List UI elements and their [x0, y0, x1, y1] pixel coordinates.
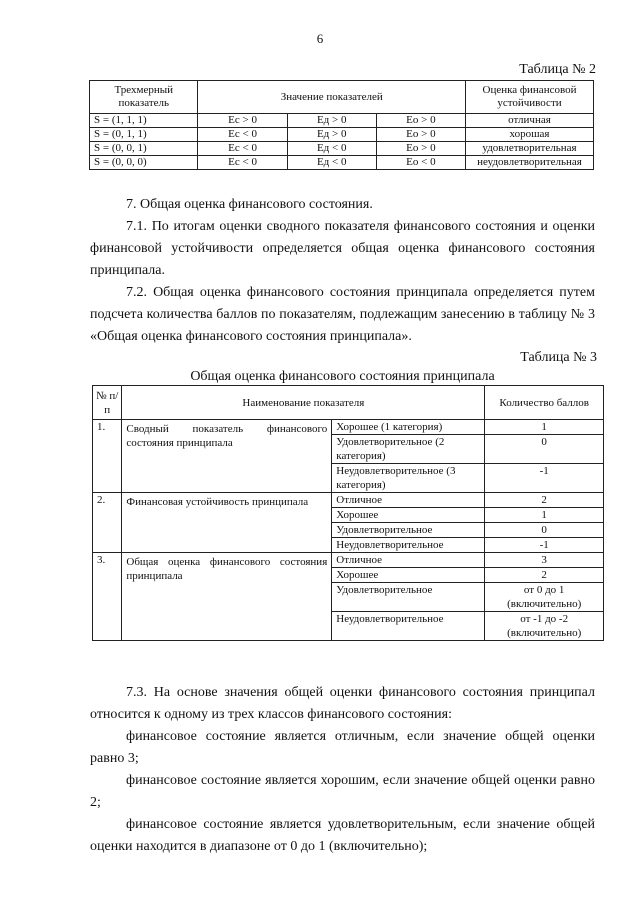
score: 0 — [485, 435, 604, 464]
table2-header-indicator: Трехмерный показатель — [90, 81, 198, 114]
category: Неудовлетворительное — [332, 612, 485, 641]
table3-caption: Таблица № 3 — [520, 350, 597, 365]
score: 0 — [485, 523, 604, 538]
score: 2 — [485, 568, 604, 583]
table2-caption: Таблица № 2 — [519, 62, 596, 77]
indicator-name: Сводный показатель финансового состояния принципала — [122, 420, 332, 493]
category: Хорошее — [332, 568, 485, 583]
paragraph-7-3: 7.3. На основе значения общей оценки финансового состояния принципал относится к одному из трех классов финансового состояния: — [90, 685, 595, 722]
category: Неудовлетворительное — [332, 538, 485, 553]
paragraph-7-2: 7.2. Общая оценка финансового состояния принципала определяется путем подсчета количества баллов по показателям, подлежащим занесению в таблицу № 3 «Общая оценка финансового состояния принципала». — [90, 285, 595, 344]
category: Хорошее — [332, 508, 485, 523]
score: 1 — [485, 420, 604, 435]
item-good: финансовое состояние является хорошим, если значение общей оценки равно 2; — [90, 773, 595, 810]
paragraph-7-1: 7.1. По итогам оценки сводного показателя финансового состояния и оценки финансовой устойчивости определяется общая оценка финансового состояния принципала. — [90, 219, 595, 278]
table-cell: S = (0, 0, 1) — [90, 142, 198, 156]
table3-title: Общая оценка финансового состояния принципала — [190, 369, 495, 384]
table-cell: Ео < 0 — [376, 156, 465, 170]
category: Отличное — [332, 553, 485, 568]
table-cell: Ед > 0 — [287, 128, 376, 142]
score: 1 — [485, 508, 604, 523]
table3-header-name: Наименование показателя — [122, 386, 485, 420]
table-cell: хорошая — [465, 128, 593, 142]
table2-header-row — [90, 81, 594, 114]
table-row — [90, 128, 594, 142]
table-cell: Ес < 0 — [198, 142, 287, 156]
table-cell: S = (0, 1, 1) — [90, 128, 198, 142]
page-number: 6 — [316, 31, 324, 46]
row-number: 3. — [93, 553, 122, 641]
table2-header-values: Значение показателей — [198, 81, 465, 114]
category: Хорошее (1 категория) — [332, 420, 485, 435]
table-cell: Ед < 0 — [287, 156, 376, 170]
item-satisfactory: финансовое состояние является удовлетворительным, если значение общей оценки находится в диапазоне от 0 до 1 (включительно); — [90, 817, 595, 854]
row-number: 2. — [93, 493, 122, 553]
item-excellent: финансовое состояние является отличным, если значение общей оценки равно 3; — [90, 729, 595, 766]
table-cell: неудовлетворительная — [465, 156, 593, 170]
table-row — [90, 142, 594, 156]
table-cell: Ео > 0 — [376, 142, 465, 156]
table2 — [89, 80, 594, 170]
row-number: 1. — [93, 420, 122, 493]
table-cell: Ед > 0 — [287, 114, 376, 128]
score: 3 — [485, 553, 604, 568]
table-row — [90, 156, 594, 170]
category: Удовлетворительное — [332, 583, 485, 612]
indicator-name: Общая оценка финансового состояния принципала — [122, 553, 332, 641]
section7-heading: 7. Общая оценка финансового состояния. — [126, 197, 373, 212]
score: -1 — [485, 538, 604, 553]
category: Удовлетворительное — [332, 523, 485, 538]
indicator-name: Финансовая устойчивость принципала — [122, 493, 332, 553]
table-cell: S = (1, 1, 1) — [90, 114, 198, 128]
table-cell: Ес < 0 — [198, 156, 287, 170]
table-cell: Ед < 0 — [287, 142, 376, 156]
category: Неудовлетворительное (3 категория) — [332, 464, 485, 493]
score: от -1 до -2 (включительно) — [485, 612, 604, 641]
table3-header-row — [93, 386, 604, 420]
table-row — [90, 114, 594, 128]
table-cell: Ес > 0 — [198, 114, 287, 128]
table-cell: Ео > 0 — [376, 128, 465, 142]
score: 2 — [485, 493, 604, 508]
table3-header-score: Количество баллов — [485, 386, 604, 420]
table-row — [93, 493, 604, 508]
score: от 0 до 1 (включительно) — [485, 583, 604, 612]
table-row — [93, 420, 604, 435]
table-cell: удовлетворительная — [465, 142, 593, 156]
table2-header-assessment: Оценка финансовой устойчивости — [465, 81, 593, 114]
table-cell: S = (0, 0, 0) — [90, 156, 198, 170]
table3-header-num: № п/п — [93, 386, 122, 420]
table-row — [93, 553, 604, 568]
score: -1 — [485, 464, 604, 493]
table-cell: Ес < 0 — [198, 128, 287, 142]
table-cell: Ео > 0 — [376, 114, 465, 128]
category: Удовлетворительное (2 категория) — [332, 435, 485, 464]
table-cell: отличная — [465, 114, 593, 128]
category: Отличное — [332, 493, 485, 508]
table3 — [92, 385, 604, 641]
